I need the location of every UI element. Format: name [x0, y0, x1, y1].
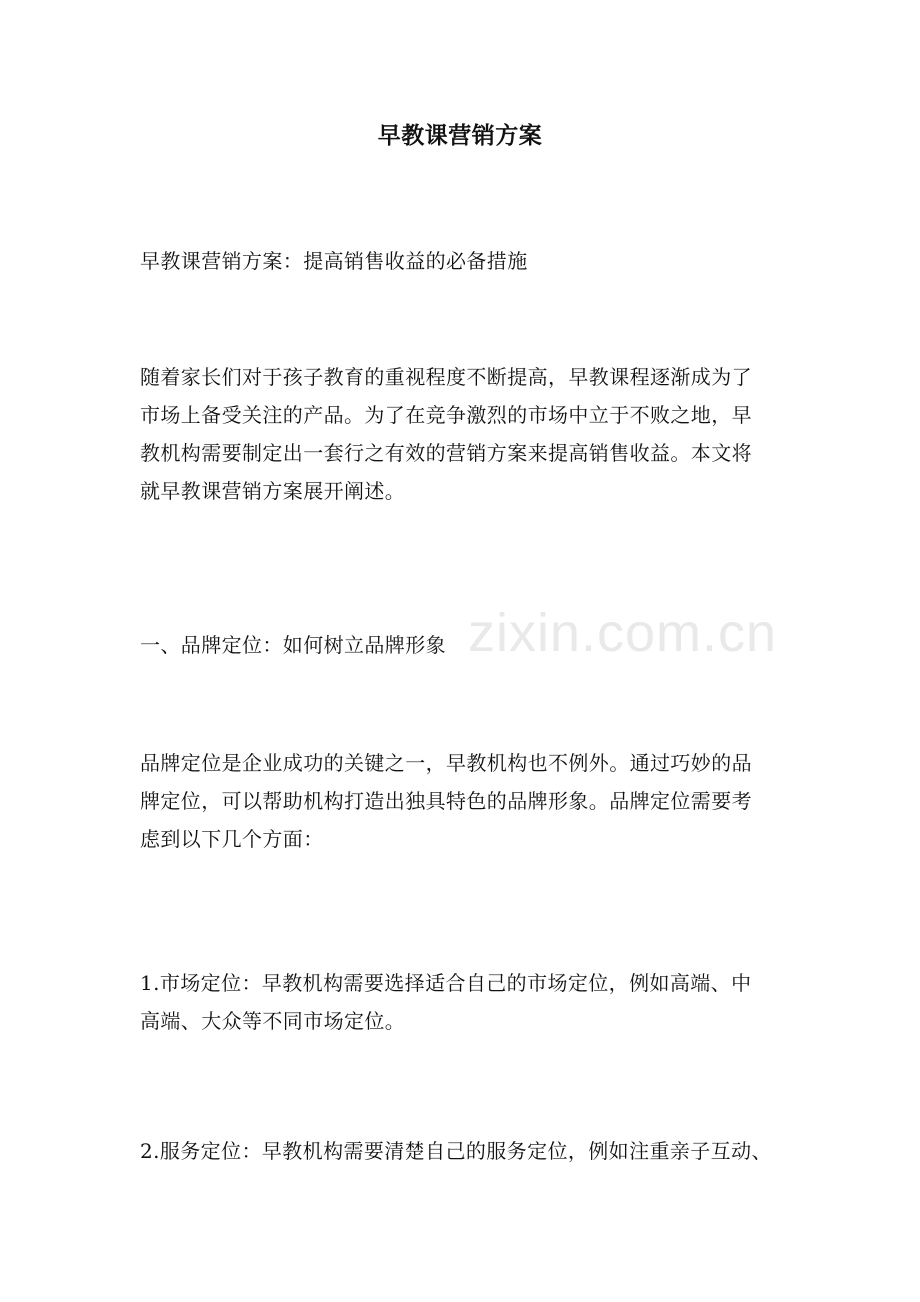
- heading-line: 一、品牌定位：如何树立品牌形象: [140, 633, 446, 657]
- document-title: 早教课营销方案: [377, 122, 543, 149]
- paragraph-line: 虑到以下几个方面：: [140, 827, 324, 851]
- section1-paragraph: [140, 744, 780, 858]
- paragraph-line: 市场上备受关注的产品。为了在竞争激烈的市场中立于不败之地，早: [140, 403, 752, 427]
- paragraph-line: 高端、大众等不同市场定位。: [140, 1009, 406, 1033]
- subtitle-line: 早教课营销方案：提高销售收益的必备措施: [140, 249, 528, 273]
- list-item-market-positioning: [140, 964, 780, 1040]
- section-heading-brand-positioning: [140, 626, 780, 664]
- paragraph-line: 随着家长们对于孩子教育的重视程度不断提高，早教课程逐渐成为了: [140, 365, 752, 389]
- paragraph-line: 1.市场定位：早教机构需要选择适合自己的市场定位，例如高端、中: [140, 971, 752, 995]
- list-item-service-positioning: [140, 1132, 780, 1170]
- paragraph-line: 就早教课营销方案展开阐述。: [140, 479, 406, 503]
- document-subtitle: [140, 242, 780, 280]
- watermark: zixin.com.cn: [468, 603, 778, 663]
- paragraph-line: 2.服务定位：早教机构需要清楚自己的服务定位，例如注重亲子互动、: [140, 1139, 772, 1163]
- paragraph-line: 牌定位，可以帮助机构打造出独具特色的品牌形象。品牌定位需要考: [140, 789, 752, 813]
- intro-paragraph: [140, 358, 780, 510]
- paragraph-line: 教机构需要制定出一套行之有效的营销方案来提高销售收益。本文将: [140, 441, 752, 465]
- paragraph-line: 品牌定位是企业成功的关键之一，早教机构也不例外。通过巧妙的品: [140, 751, 752, 775]
